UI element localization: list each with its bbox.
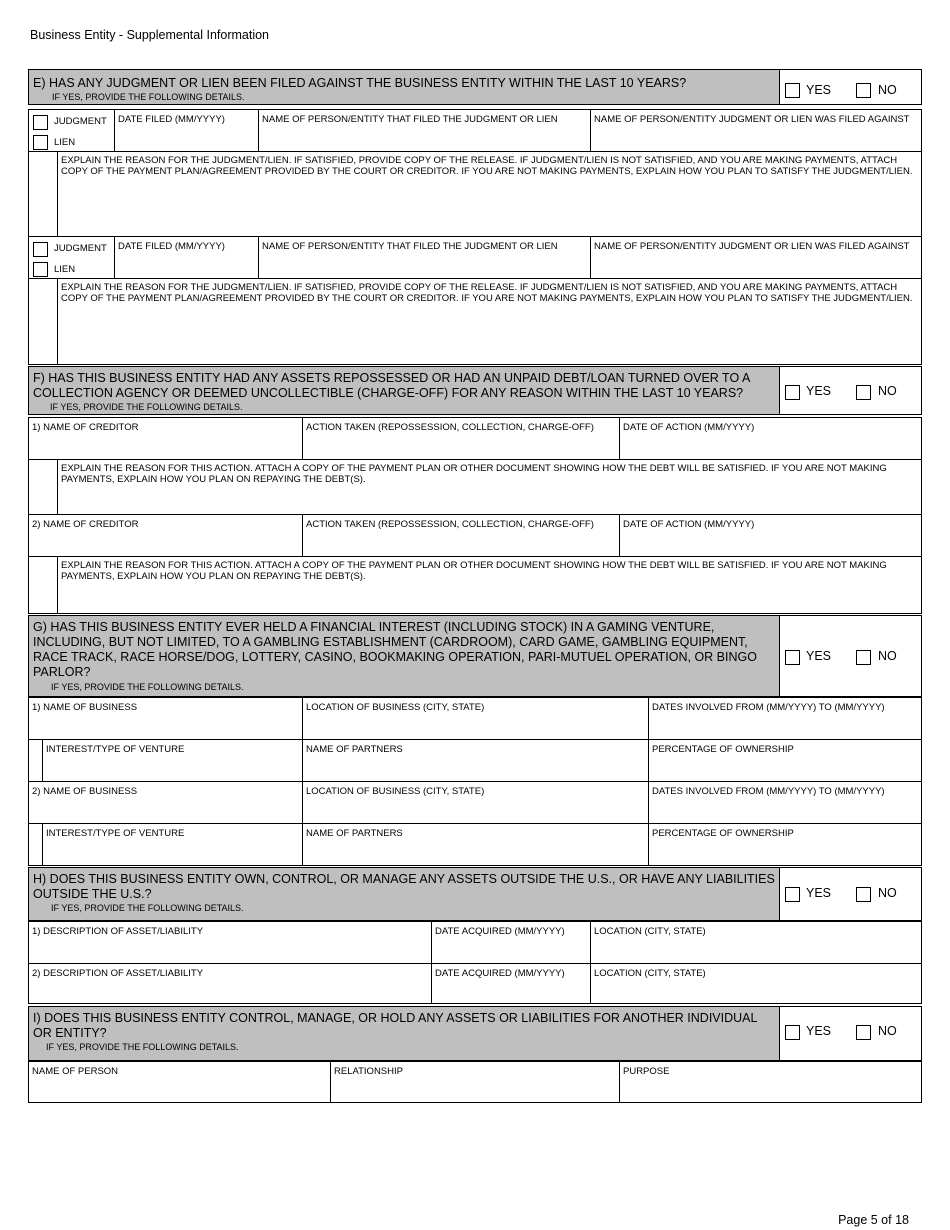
filed-against-field-2[interactable] xyxy=(590,236,922,279)
gaming-location-label: LOCATION OF BUSINESS (CITY, STATE) xyxy=(306,786,485,797)
asset-location-field-1[interactable] xyxy=(590,921,922,964)
lien-label-2: LIEN xyxy=(54,264,76,275)
section-e-details-note: IF YES, PROVIDE THE FOLLOWING DETAILS. xyxy=(52,92,245,102)
section-g-question: G) HAS THIS BUSINESS ENTITY EVER HELD A FINANCIAL INTEREST (INCLUDING STOCK) IN A GAMING VENTURE, INCLUDING, BUT NOT LIMITED, TO A GAMBLING ESTABLISHMENT (CARDROOM), CARD GAME, GAMBLING EQUIPMENT, RACE TRACK, RACE HORSE/DOG, LOTTERY, CASINO, BOOKMAKING OPERATION, PARI-MUTUEL OPERATION, OR BINGO PARLOR? xyxy=(33,620,757,679)
creditor-explain-field-1[interactable] xyxy=(28,459,922,515)
judgment-checkbox-2[interactable] xyxy=(33,242,48,257)
gaming-partners-label: NAME OF PARTNERS xyxy=(306,828,403,839)
relationship-field[interactable] xyxy=(330,1061,620,1103)
section-e-yes-no xyxy=(779,70,921,104)
section-e-question: E) HAS ANY JUDGMENT OR LIEN BEEN FILED AGAINST THE BUSINESS ENTITY WITHIN THE LAST 10 YEARS? xyxy=(33,76,687,90)
section-i-no-label: NO xyxy=(878,1024,897,1038)
gaming-business-name-label-1: 1) NAME OF BUSINESS xyxy=(32,702,138,713)
section-i-details-note: IF YES, PROVIDE THE FOLLOWING DETAILS. xyxy=(46,1042,239,1052)
filed-by-label: NAME OF PERSON/ENTITY THAT FILED THE JUDGMENT OR LIEN xyxy=(262,241,558,252)
asset-date-acquired-field-2[interactable] xyxy=(431,963,591,1004)
relationship-label: RELATIONSHIP xyxy=(334,1066,403,1077)
gaming-partners-field-2[interactable] xyxy=(302,823,649,866)
gaming-dates-label: DATES INVOLVED FROM (MM/YYYY) TO (MM/YYYY) xyxy=(652,702,885,713)
gaming-dates-field-2[interactable] xyxy=(648,781,922,824)
section-h-details-note: IF YES, PROVIDE THE FOLLOWING DETAILS. xyxy=(51,903,244,913)
asset-description-field-1[interactable] xyxy=(28,921,432,964)
section-h-header xyxy=(28,867,922,921)
section-f-yes-checkbox[interactable] xyxy=(785,385,800,400)
gaming-ownership-label: PERCENTAGE OF OWNERSHIP xyxy=(652,744,794,755)
filed-against-field-1[interactable] xyxy=(590,109,922,152)
section-i-header xyxy=(28,1006,922,1061)
gaming-location-field-2[interactable] xyxy=(302,781,649,824)
judgment-label-1: JUDGMENT xyxy=(54,116,107,127)
judgment-lien-type-1 xyxy=(28,109,115,152)
held-for-person-label: NAME OF PERSON xyxy=(32,1066,119,1077)
section-g-yes-no xyxy=(779,616,921,696)
filed-by-field-1[interactable] xyxy=(258,109,591,152)
filed-against-label: NAME OF PERSON/ENTITY JUDGMENT OR LIEN WAS FILED AGAINST xyxy=(594,114,910,125)
section-e-yes-label: YES xyxy=(806,83,832,97)
judgment-explain-field-2[interactable] xyxy=(28,278,922,365)
section-e-no-checkbox[interactable] xyxy=(856,83,871,98)
gaming-dates-label: DATES INVOLVED FROM (MM/YYYY) TO (MM/YYYY) xyxy=(652,786,885,797)
section-i-yes-checkbox[interactable] xyxy=(785,1025,800,1040)
asset-description-label-1: 1) DESCRIPTION OF ASSET/LIABILITY xyxy=(32,926,204,937)
date-of-action-field-2[interactable] xyxy=(619,514,922,557)
asset-date-acquired-label: DATE ACQUIRED (MM/YYYY) xyxy=(435,968,565,979)
section-h-no-label: NO xyxy=(878,886,897,900)
filed-by-label: NAME OF PERSON/ENTITY THAT FILED THE JUDGMENT OR LIEN xyxy=(262,114,558,125)
judgment-checkbox-1[interactable] xyxy=(33,115,48,130)
lien-checkbox-1[interactable] xyxy=(33,135,48,150)
purpose-label: PURPOSE xyxy=(623,1066,670,1077)
section-e-no-label: NO xyxy=(878,83,897,97)
creditor-name-label-1: 1) NAME OF CREDITOR xyxy=(32,422,139,433)
asset-description-label-2: 2) DESCRIPTION OF ASSET/LIABILITY xyxy=(32,968,204,979)
section-i-yes-no xyxy=(779,1007,921,1060)
section-f-details-note: IF YES, PROVIDE THE FOLLOWING DETAILS. xyxy=(50,402,243,412)
filed-against-label: NAME OF PERSON/ENTITY JUDGMENT OR LIEN WAS FILED AGAINST xyxy=(594,241,910,252)
asset-description-field-2[interactable] xyxy=(28,963,432,1004)
date-of-action-field-1[interactable] xyxy=(619,417,922,460)
creditor-explain-label: EXPLAIN THE REASON FOR THIS ACTION. ATTACH A COPY OF THE PAYMENT PLAN OR OTHER DOCUMENT SHOWING HOW THE DEBT WILL BE SATISFIED. IF YOU ARE NOT MAKING PAYMENTS, EXPLAIN HOW YOU PLAN ON REPAYING THE DEBT(S). xyxy=(61,463,887,485)
section-g-header xyxy=(28,615,922,697)
page-title: Business Entity - Supplemental Information xyxy=(30,28,270,42)
asset-location-label: LOCATION (CITY, STATE) xyxy=(594,968,706,979)
section-h-yes-label: YES xyxy=(806,886,832,900)
gaming-interest-field-2[interactable] xyxy=(28,823,303,866)
section-f-header xyxy=(28,366,922,415)
date-of-action-label: DATE OF ACTION (MM/YYYY) xyxy=(623,519,755,530)
judgment-lien-type-2 xyxy=(28,236,115,279)
creditor-explain-label: EXPLAIN THE REASON FOR THIS ACTION. ATTACH A COPY OF THE PAYMENT PLAN OR OTHER DOCUMENT SHOWING HOW THE DEBT WILL BE SATISFIED. IF YOU ARE NOT MAKING PAYMENTS, EXPLAIN HOW YOU PLAN ON REPAYING THE DEBT(S). xyxy=(61,560,887,582)
gaming-business-name-label-2: 2) NAME OF BUSINESS xyxy=(32,786,138,797)
gaming-interest-label: INTEREST/TYPE OF VENTURE xyxy=(46,828,185,839)
judgment-label-2: JUDGMENT xyxy=(54,243,107,254)
creditor-explain-field-2[interactable] xyxy=(28,556,922,614)
section-h-yes-no xyxy=(779,868,921,920)
section-g-details-note: IF YES, PROVIDE THE FOLLOWING DETAILS. xyxy=(51,682,244,692)
gaming-partners-label: NAME OF PARTNERS xyxy=(306,744,403,755)
lien-label-1: LIEN xyxy=(54,137,76,148)
gaming-ownership-label: PERCENTAGE OF OWNERSHIP xyxy=(652,828,794,839)
action-taken-label: ACTION TAKEN (REPOSSESSION, COLLECTION, CHARGE-OFF) xyxy=(306,519,594,530)
page-number: Page 5 of 18 xyxy=(838,1213,909,1227)
section-e-header xyxy=(28,69,922,105)
section-g-no-label: NO xyxy=(878,649,897,663)
gaming-ownership-field-1[interactable] xyxy=(648,739,922,782)
section-i-yes-label: YES xyxy=(806,1024,832,1038)
asset-location-field-2[interactable] xyxy=(590,963,922,1004)
gaming-location-field-1[interactable] xyxy=(302,697,649,740)
date-filed-label: DATE FILED (MM/YYYY) xyxy=(118,114,225,125)
section-f-no-checkbox[interactable] xyxy=(856,385,871,400)
action-taken-field-2[interactable] xyxy=(302,514,620,557)
section-f-question: F) HAS THIS BUSINESS ENTITY HAD ANY ASSETS REPOSSESSED OR HAD AN UNPAID DEBT/LOAN TURNED OVER TO A COLLECTION AGENCY OR DEEMED UNCOLLECTIBLE (CHARGE-OFF) FOR ANY REASON WITHIN THE LAST 10 YEARS? xyxy=(33,371,750,400)
section-h-no-checkbox[interactable] xyxy=(856,887,871,902)
date-filed-label: DATE FILED (MM/YYYY) xyxy=(118,241,225,252)
purpose-field[interactable] xyxy=(619,1061,922,1103)
creditor-name-field-1[interactable] xyxy=(28,417,303,460)
section-g-yes-checkbox[interactable] xyxy=(785,650,800,665)
creditor-name-field-2[interactable] xyxy=(28,514,303,557)
held-for-person-field[interactable] xyxy=(28,1061,331,1103)
gaming-business-name-field-1[interactable] xyxy=(28,697,303,740)
creditor-name-label-2: 2) NAME OF CREDITOR xyxy=(32,519,139,530)
section-h-question: H) DOES THIS BUSINESS ENTITY OWN, CONTROL, OR MANAGE ANY ASSETS OUTSIDE THE U.S., OR HAVE ANY LIABILITIES OUTSIDE THE U.S.? xyxy=(33,872,775,901)
filed-by-field-2[interactable] xyxy=(258,236,591,279)
gaming-interest-label: INTEREST/TYPE OF VENTURE xyxy=(46,744,185,755)
gaming-ownership-field-2[interactable] xyxy=(648,823,922,866)
section-f-yes-label: YES xyxy=(806,384,832,398)
date-of-action-label: DATE OF ACTION (MM/YYYY) xyxy=(623,422,755,433)
gaming-business-name-field-2[interactable] xyxy=(28,781,303,824)
judgment-explain-label: EXPLAIN THE REASON FOR THE JUDGMENT/LIEN. IF SATISFIED, PROVIDE COPY OF THE RELEASE. IF JUDGMENT/LIEN IS NOT SATISFIED, AND YOU ARE MAKING PAYMENTS, ATTACH COPY OF THE PAYMENT PLAN/AGREEMENT PROVIDED BY THE COURT OR CREDITOR. IF YOU ARE NOT MAKING PAYMENTS, EXPLAIN HOW YOU PLAN TO SATISFY THE JUDGMENT/LIEN. xyxy=(61,282,913,304)
asset-date-acquired-label: DATE ACQUIRED (MM/YYYY) xyxy=(435,926,565,937)
section-f-no-label: NO xyxy=(878,384,897,398)
section-i-no-checkbox[interactable] xyxy=(856,1025,871,1040)
date-filed-field-2[interactable] xyxy=(114,236,259,279)
action-taken-field-1[interactable] xyxy=(302,417,620,460)
action-taken-label: ACTION TAKEN (REPOSSESSION, COLLECTION, CHARGE-OFF) xyxy=(306,422,594,433)
judgment-explain-label: EXPLAIN THE REASON FOR THE JUDGMENT/LIEN. IF SATISFIED, PROVIDE COPY OF THE RELEASE. IF JUDGMENT/LIEN IS NOT SATISFIED, AND YOU ARE MAKING PAYMENTS, ATTACH COPY OF THE PAYMENT PLAN/AGREEMENT PROVIDED BY THE COURT OR CREDITOR. IF YOU ARE NOT MAKING PAYMENTS, EXPLAIN HOW YOU PLAN TO SATISFY THE JUDGMENT/LIEN. xyxy=(61,155,913,177)
section-i-question: I) DOES THIS BUSINESS ENTITY CONTROL, MANAGE, OR HOLD ANY ASSETS OR LIABILITIES FOR ANOTHER INDIVIDUAL OR ENTITY? xyxy=(33,1011,757,1040)
gaming-partners-field-1[interactable] xyxy=(302,739,649,782)
section-h-yes-checkbox[interactable] xyxy=(785,887,800,902)
asset-location-label: LOCATION (CITY, STATE) xyxy=(594,926,706,937)
asset-date-acquired-field-1[interactable] xyxy=(431,921,591,964)
section-g-no-checkbox[interactable] xyxy=(856,650,871,665)
gaming-dates-field-1[interactable] xyxy=(648,697,922,740)
gaming-location-label: LOCATION OF BUSINESS (CITY, STATE) xyxy=(306,702,485,713)
judgment-explain-field-1[interactable] xyxy=(28,151,922,237)
gaming-interest-field-1[interactable] xyxy=(28,739,303,782)
lien-checkbox-2[interactable] xyxy=(33,262,48,277)
section-e-yes-checkbox[interactable] xyxy=(785,83,800,98)
date-filed-field-1[interactable] xyxy=(114,109,259,152)
section-f-yes-no xyxy=(779,367,921,414)
section-g-yes-label: YES xyxy=(806,649,832,663)
